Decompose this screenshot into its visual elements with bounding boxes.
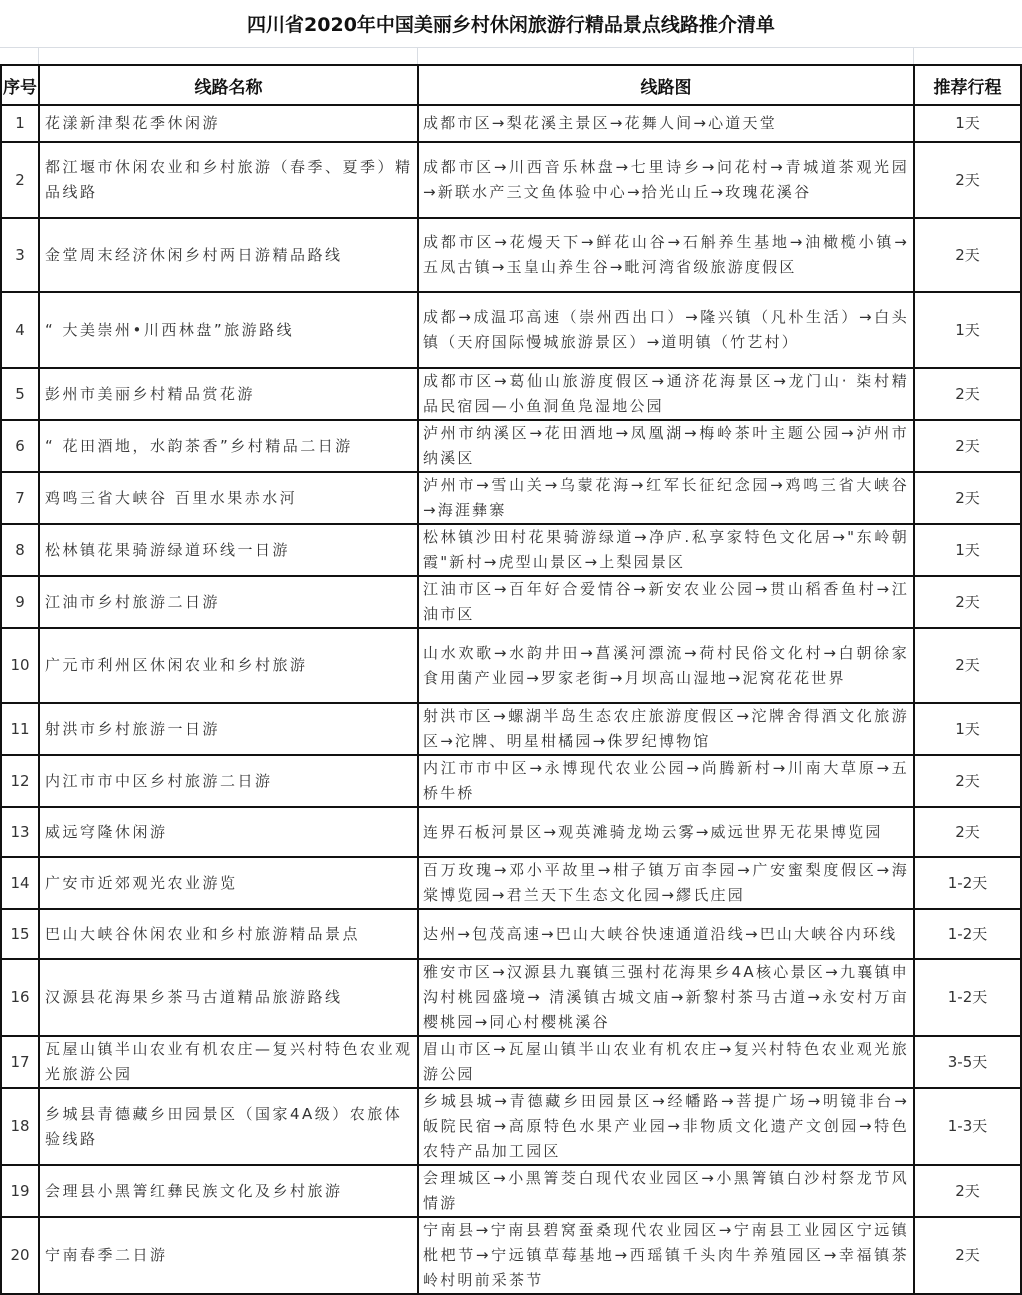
cell-route-map[interactable]: 宁南县→宁南县碧窝蚕桑现代农业园区→宁南县工业园区宁远镇枇杷节→宁远镇草莓基地→西瑶镇千头肉牛养殖园区→幸福镇茶岭村明前采茶节 xyxy=(418,1217,914,1294)
cell-duration[interactable]: 2天 xyxy=(914,628,1021,703)
cell-duration[interactable]: 1天 xyxy=(914,703,1021,755)
cell-duration[interactable]: 2天 xyxy=(914,1165,1021,1217)
cell-duration[interactable]: 1-2天 xyxy=(914,959,1021,1036)
cell-route-map[interactable]: 雅安市区→汉源县九襄镇三强村花海果乡4A核心景区→九襄镇申沟村桃园盛境→ 清溪镇古城文庙→新黎村茶马古道→永安村万亩樱桃园→同心村樱桃溪谷 xyxy=(418,959,914,1036)
cell-route-map[interactable]: 成都市区→花熳天下→鲜花山谷→石斛养生基地→油橄榄小镇→五凤古镇→玉皇山养生谷→毗河湾省级旅游度假区 xyxy=(418,218,914,292)
cell-index[interactable]: 5 xyxy=(1,368,39,420)
cell-route-map[interactable]: 达州→包茂高速→巴山大峡谷快速通道沿线→巴山大峡谷内环线 xyxy=(418,909,914,959)
cell-index[interactable]: 11 xyxy=(1,703,39,755)
cell-route-map[interactable]: 乡城县城→青德藏乡田园景区→经幡路→菩提广场→明镜非台→皈院民宿→高原特色水果产业园→非物质文化遗产文创园→特色农特产品加工园区 xyxy=(418,1088,914,1165)
cell-route-name[interactable]: 广元市利州区休闲农业和乡村旅游 xyxy=(39,628,418,703)
cell-duration[interactable]: 1-3天 xyxy=(914,1088,1021,1165)
cell-route-map[interactable]: 百万玫瑰→邓小平故里→柑子镇万亩李园→广安蜜梨度假区→海棠博览园→君兰天下生态文化园→繆氏庄园 xyxy=(418,857,914,909)
cell-duration[interactable]: 2天 xyxy=(914,807,1021,857)
gridline xyxy=(38,47,39,65)
sheet-title-row xyxy=(0,0,1022,48)
table-row xyxy=(1,218,1021,292)
cell-duration[interactable]: 1-2天 xyxy=(914,857,1021,909)
cell-index[interactable]: 17 xyxy=(1,1036,39,1088)
cell-route-map[interactable]: 山水欢歌→水韵井田→菖溪河漂流→荷村民俗文化村→白朝徐家食用菌产业园→罗家老街→月坝高山湿地→泥窝花花世界 xyxy=(418,628,914,703)
table-row xyxy=(1,628,1021,703)
table-row xyxy=(1,1165,1021,1217)
cell-index[interactable]: 19 xyxy=(1,1165,39,1217)
cell-index[interactable]: 15 xyxy=(1,909,39,959)
sheet-title: 四川省2020年中国美丽乡村休闲旅游行精品景点线路推介清单 xyxy=(247,14,775,36)
table-row xyxy=(1,472,1021,524)
cell-route-name[interactable]: 威远穹隆休闲游 xyxy=(39,807,418,857)
cell-route-map[interactable]: 成都→成温邛高速（崇州西出口）→隆兴镇（凡朴生活）→白头镇（天府国际慢城旅游景区）→道明镇（竹艺村） xyxy=(418,292,914,368)
table-row xyxy=(1,857,1021,909)
cell-route-map[interactable]: 泸州市纳溪区→花田酒地→凤凰湖→梅岭茶叶主题公园→泸州市纳溪区 xyxy=(418,420,914,472)
cell-duration[interactable]: 2天 xyxy=(914,1217,1021,1294)
header-row xyxy=(1,65,1021,105)
cell-duration[interactable]: 2天 xyxy=(914,142,1021,218)
cell-index[interactable]: 12 xyxy=(1,755,39,807)
cell-index[interactable]: 2 xyxy=(1,142,39,218)
cell-duration[interactable]: 2天 xyxy=(914,420,1021,472)
cell-index[interactable]: 14 xyxy=(1,857,39,909)
header-index[interactable]: 序号 xyxy=(1,65,39,105)
cell-route-map[interactable]: 内江市市中区→永博现代农业公园→尚腾新村→川南大草原→五桥牛桥 xyxy=(418,755,914,807)
cell-duration[interactable]: 2天 xyxy=(914,576,1021,628)
cell-index[interactable]: 1 xyxy=(1,105,39,142)
cell-route-map[interactable]: 成都市区→梨花溪主景区→花舞人间→心道天堂 xyxy=(418,105,914,142)
cell-route-name[interactable]: 金堂周末经济休闲乡村两日游精品路线 xyxy=(39,218,418,292)
cell-route-map[interactable]: 江油市区→百年好合爱情谷→新安农业公园→贯山稻香鱼村→江油市区 xyxy=(418,576,914,628)
header-duration[interactable]: 推荐行程 xyxy=(914,65,1021,105)
cell-route-name[interactable]: 内江市市中区乡村旅游二日游 xyxy=(39,755,418,807)
cell-route-name[interactable]: 射洪市乡村旅游一日游 xyxy=(39,703,418,755)
cell-duration[interactable]: 2天 xyxy=(914,368,1021,420)
table-row xyxy=(1,292,1021,368)
table-row xyxy=(1,142,1021,218)
cell-index[interactable]: 3 xyxy=(1,218,39,292)
cell-route-name[interactable]: 宁南春季二日游 xyxy=(39,1217,418,1294)
cell-route-name[interactable]: 花漾新津梨花季休闲游 xyxy=(39,105,418,142)
cell-route-name[interactable]: 江油市乡村旅游二日游 xyxy=(39,576,418,628)
cell-route-name[interactable]: 巴山大峡谷休闲农业和乡村旅游精品景点 xyxy=(39,909,418,959)
cell-route-name[interactable]: 松林镇花果骑游绿道环线一日游 xyxy=(39,524,418,576)
cell-route-map[interactable]: 成都市区→葛仙山旅游度假区→通济花海景区→龙门山· 柒村精品民宿园—小鱼洞鱼凫湿地公园 xyxy=(418,368,914,420)
table-row xyxy=(1,1036,1021,1088)
cell-route-name[interactable]: 彭州市美丽乡村精品赏花游 xyxy=(39,368,418,420)
table-row xyxy=(1,703,1021,755)
cell-duration[interactable]: 2天 xyxy=(914,755,1021,807)
cell-route-map[interactable]: 成都市区→川西音乐林盘→七里诗乡→问花村→青城道茶观光园→新联水产三文鱼体验中心→拾光山丘→玫瑰花溪谷 xyxy=(418,142,914,218)
gridline xyxy=(417,47,418,65)
cell-route-name[interactable]: 广安市近郊观光农业游览 xyxy=(39,857,418,909)
cell-index[interactable]: 9 xyxy=(1,576,39,628)
cell-route-map[interactable]: 会理城区→小黑箐茭白现代农业园区→小黑箐镇白沙村祭龙节风情游 xyxy=(418,1165,914,1217)
table-row xyxy=(1,807,1021,857)
cell-route-name[interactable]: 瓦屋山镇半山农业有机农庄—复兴村特色农业观光旅游公园 xyxy=(39,1036,418,1088)
cell-duration[interactable]: 1-2天 xyxy=(914,909,1021,959)
cell-duration[interactable]: 2天 xyxy=(914,218,1021,292)
cell-index[interactable]: 18 xyxy=(1,1088,39,1165)
cell-route-map[interactable]: 眉山市区→瓦屋山镇半山农业有机农庄→复兴村特色农业观光旅游公园 xyxy=(418,1036,914,1088)
cell-index[interactable]: 7 xyxy=(1,472,39,524)
table-row xyxy=(1,909,1021,959)
cell-route-name[interactable]: 会理县小黑箐红彝民族文化及乡村旅游 xyxy=(39,1165,418,1217)
cell-route-name[interactable]: 都江堰市休闲农业和乡村旅游（春季、夏季）精品线路 xyxy=(39,142,418,218)
cell-duration[interactable]: 1天 xyxy=(914,292,1021,368)
cell-duration[interactable]: 3-5天 xyxy=(914,1036,1021,1088)
routes-table xyxy=(0,64,1022,1295)
header-name[interactable]: 线路名称 xyxy=(39,65,418,105)
cell-route-name[interactable]: “ 大美崇州•川西林盘”旅游路线 xyxy=(39,292,418,368)
cell-route-name[interactable]: 鸡鸣三省大峡谷 百里水果赤水河 xyxy=(39,472,418,524)
cell-index[interactable]: 8 xyxy=(1,524,39,576)
cell-route-map[interactable]: 射洪市区→螺湖半岛生态农庄旅游度假区→沱牌舍得酒文化旅游区→沱牌、明星柑橘园→侏罗纪博物馆 xyxy=(418,703,914,755)
cell-duration[interactable]: 1天 xyxy=(914,524,1021,576)
cell-duration[interactable]: 2天 xyxy=(914,472,1021,524)
cell-index[interactable]: 16 xyxy=(1,959,39,1036)
table-row xyxy=(1,368,1021,420)
table-row xyxy=(1,524,1021,576)
cell-route-name[interactable]: 乡城县青德藏乡田园景区（国家4A级）农旅体验线路 xyxy=(39,1088,418,1165)
table-row xyxy=(1,576,1021,628)
gridline xyxy=(913,47,914,65)
cell-route-map[interactable]: 泸州市→雪山关→乌蒙花海→红军长征纪念园→鸡鸣三省大峡谷→海涯彝寨 xyxy=(418,472,914,524)
cell-route-map[interactable]: 松林镇沙田村花果骑游绿道→净庐.私享家特色文化居→"东岭朝霞"新村→虎型山景区→上梨园景区 xyxy=(418,524,914,576)
cell-index[interactable]: 13 xyxy=(1,807,39,857)
cell-index[interactable]: 6 xyxy=(1,420,39,472)
cell-index[interactable]: 20 xyxy=(1,1217,39,1294)
spacer-row xyxy=(0,47,1022,65)
cell-route-map[interactable]: 连界石板河景区→观英滩骑龙坳云雾→威远世界无花果博览园 xyxy=(418,807,914,857)
header-route[interactable]: 线路图 xyxy=(418,65,914,105)
table-row xyxy=(1,420,1021,472)
cell-route-name[interactable]: “ 花田酒地，水韵茶香”乡村精品二日游 xyxy=(39,420,418,472)
cell-route-name[interactable]: 汉源县花海果乡茶马古道精品旅游路线 xyxy=(39,959,418,1036)
cell-duration[interactable]: 1天 xyxy=(914,105,1021,142)
table-row xyxy=(1,755,1021,807)
table-row xyxy=(1,959,1021,1036)
cell-index[interactable]: 10 xyxy=(1,628,39,703)
cell-index[interactable]: 4 xyxy=(1,292,39,368)
table-row xyxy=(1,1217,1021,1294)
table-row xyxy=(1,1088,1021,1165)
table-row xyxy=(1,105,1021,142)
